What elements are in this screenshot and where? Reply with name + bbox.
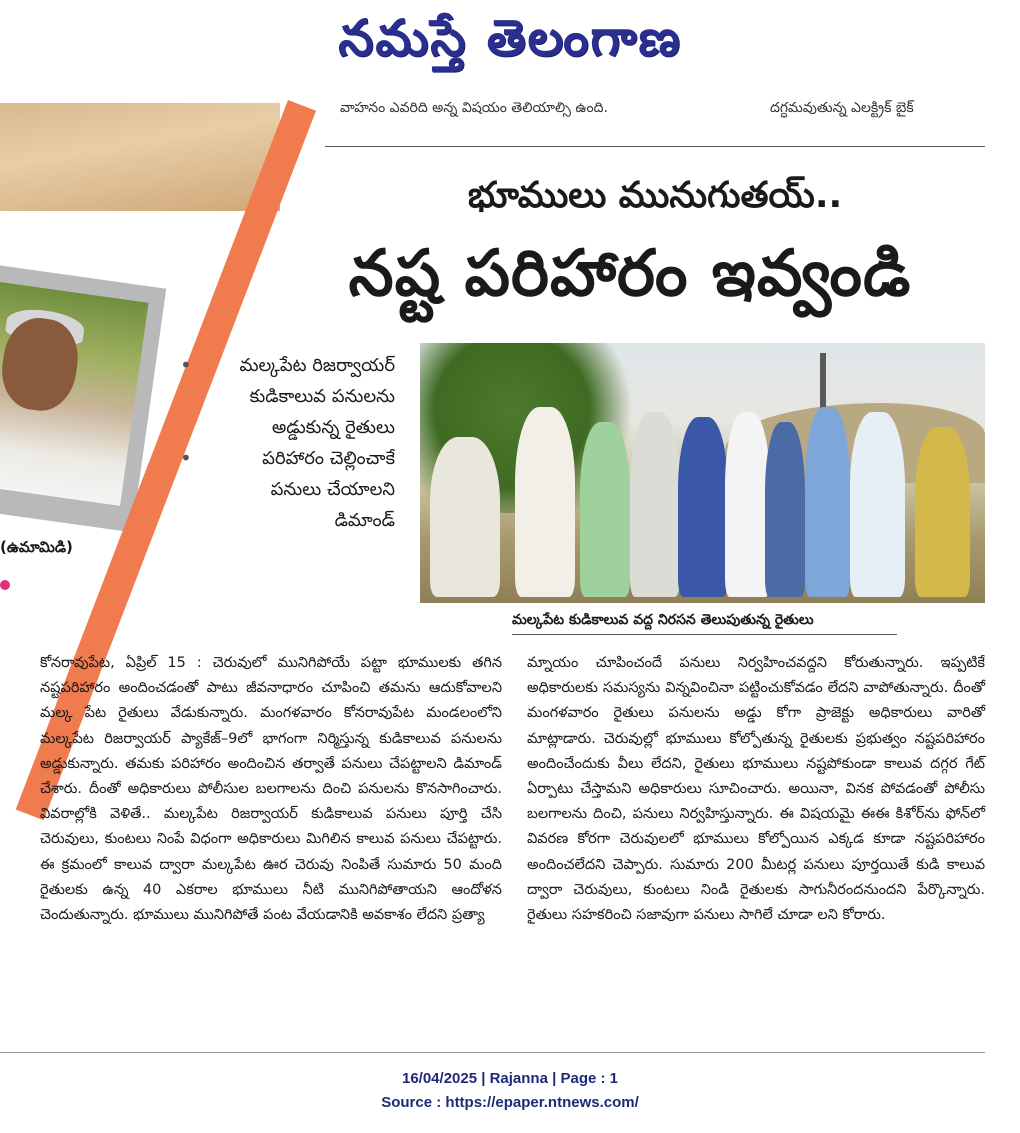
top-photo-fragment	[0, 103, 280, 211]
photo-person	[678, 417, 728, 597]
bullet-icon: •	[180, 446, 192, 470]
footer-edition-info: 16/04/2025 | Rajanna | Page : 1	[401, 1070, 618, 1087]
photo-person	[805, 407, 850, 597]
photo-person	[430, 437, 500, 597]
footer-source-link[interactable]: Source : https://epaper.ntnews.com/	[381, 1094, 639, 1111]
partial-previous-article-line: వాహనం ఎవరిది అన్న విషయం తెలియాల్సి ఉంది.	[340, 100, 608, 116]
caption-underline	[512, 634, 897, 635]
farmers-protest-photo	[420, 343, 985, 603]
photo-caption: మల్కపేట కుడికాలువ వద్ద నిరసన తెలుపుతున్న రైతులు	[512, 612, 814, 628]
newspaper-masthead: నమస్తే తెలంగాణ	[338, 9, 682, 67]
article-headline: నష్ట పరిహారం ఇవ్వండి	[348, 237, 912, 311]
article-paragraph: కోనరావుపేట, ఏప్రిల్ 15 : చెరువులో మునిగిపోయే పట్టా భూములకు తగిన నష్టపరిహారం అందించడంతో పాటు జీవనాధారం చూపించి తమను ఆదుకోవాలని మల్క పేట రైతులు వేడుకున్నారు. మంగళవారం కోనరావుపేట మండలంలోని మల్కపేట రిజర్వాయర్ ప్యాకేజ్–9లో భాగంగా నిర్మిస్తున్న కుడికాలువ పనులను అడ్డుకున్నారు. తమకు పరిహారం అందించిన తర్వాతే పనులు చేపట్టాలని డిమాండ్ చేశారు. దీంతో అధికారులు పోలీసుల బలగాలను దించి పనులను కొనసాగించారు. వివరాల్లోకి వెళితే.. మల్కపేట రిజర్వాయర్ కుడికాలువ పనులు పూర్తి చేసి చెరువులు, కుంటలు నింపే విధంగా అధికారులు మిగిలిన కాలువ పనులు చేపట్టారు. ఈ క్రమంలో కాలువ ద్వారా మల్కపేట ఊర చెరువు నింపితే సుమారు 50 మంది రైతులకు ఉన్న 40 ఎకరాల భూములు నీటి మునిగిపోతాయని ఆందోళన చెందుతున్నారు. భూములు మునిగిపోతే పంట వేయడానికి అవకాశం లేదని ప్రత్యా	[40, 655, 502, 924]
article-kicker: భూములు మునుగుతయ్..	[467, 175, 843, 216]
highlight-bullet	[180, 443, 395, 536]
photo-person	[765, 422, 805, 597]
bullet-text: మల్కపేట రిజర్వాయర్ కుడికాలువ పనులను అడ్డుకున్న రైతులు	[239, 355, 395, 438]
photo-person	[850, 412, 905, 597]
highlight-bullets	[180, 350, 395, 536]
photo-person	[515, 407, 575, 597]
portrait-caption: (ఉమామిడి)	[0, 538, 73, 556]
photo-person	[725, 412, 770, 597]
footer-divider	[0, 1052, 985, 1053]
partial-photo-caption-line: దగ్ధమవుతున్న ఎలక్ట్రిక్ బైక్	[770, 100, 914, 116]
section-divider	[325, 146, 985, 147]
article-paragraph: మ్నాయం చూపించందే పనులు నిర్వహించవద్దని కోరుతున్నారు. ఇప్పటికే అధికారులకు సమస్యను విన్నవించినా పట్టించుకోవడం లేదని వాపోతున్నారు. దీంతో మంగళవారం రైతులు పనులను అడ్డు కోగా ప్రాజెక్టు అధికారులు వారితో మాట్లాడారు. చెరువుల్లో భూములు కోల్పోతున్న రైతులకు ప్రభుత్వం నష్టపరిహారం అందించేందుకు వీలు లేదని, రైతులు భూములు నష్టపోకుండా కాలువ దగ్గర గేట్ ఏర్పాటు చేస్తామని అధికారులు సూచించారు. అయినా, వినక పోవడంతో పోలీసు బలగాలను దించి, పనులు నిర్వహిస్తున్నారు. ఈ విషయమై ఈఈ కిశోర్‌ను ఫోన్‌లో వివరణ కోరగా చెరువులలో భూములు కోల్పోయిన ఎక్కడ కూడా నష్టపరిహారం అందించలేదని చెప్పారు. సుమారు 200 మీటర్ల పనులు పూర్తయితే కుడి కాలువ ద్వారా చెరువులు, కుంటలు నిండి రైతులకు సాగునీరందనుందని పేర్కొన్నారు. రైతులు సహకరించి సజావుగా పనులు సాగిలే చూడా లని కోరారు.	[527, 655, 985, 924]
bullet-icon: •	[180, 353, 192, 377]
bullet-text: పరిహారం చెల్లించాకే పనులు చేయాలని డిమాండ్	[262, 448, 395, 531]
photo-person	[580, 422, 630, 597]
caption-dot-icon	[0, 580, 10, 590]
article-body-column-right	[527, 651, 985, 928]
photo-person	[915, 427, 970, 597]
article-body-column-left	[40, 651, 502, 928]
photo-person	[630, 412, 680, 597]
highlight-bullet	[180, 350, 395, 443]
